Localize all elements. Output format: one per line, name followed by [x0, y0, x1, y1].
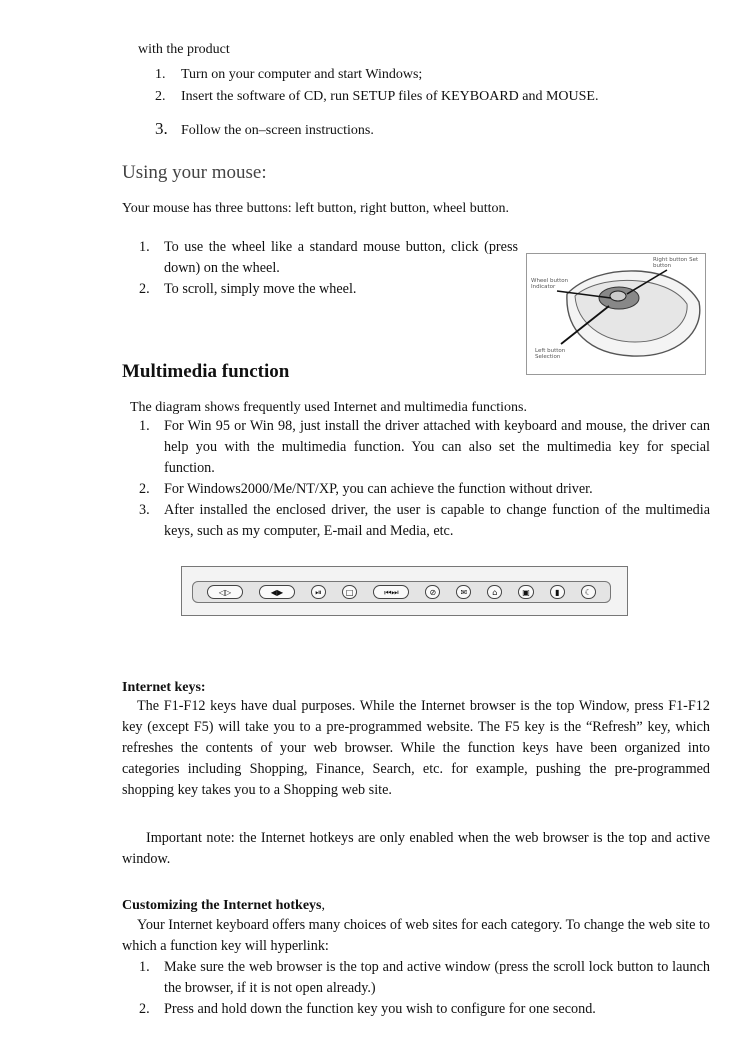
list-item	[122, 279, 518, 300]
customizing-list	[122, 957, 710, 1020]
list-text: Make sure the web browser is the top and active window (press the scroll lock button to launch the browser, if it is not open already.)	[164, 959, 710, 996]
list-text: For Win 95 or Win 98, just install the driver attached with keyboard and mouse, the driver can help you with the multimedia function. You can also set the multimedia key for special function.	[164, 418, 710, 476]
mouse-description: Your mouse has three buttons: left button, right button, wheel button.	[122, 201, 510, 216]
list-text: To scroll, simply move the wheel.	[164, 281, 357, 297]
list-text: After installed the enclosed driver, the user is capable to change function of the multimedia keys, such as my computer, E-mail and Media, etc.	[164, 502, 710, 539]
list-text: For Windows2000/Me/NT/XP, you can achieve the function without driver.	[164, 481, 593, 497]
list-num: 1.	[139, 418, 150, 434]
list-num: 2.	[139, 281, 150, 297]
prev-next-track-icon: ⏮⏭	[373, 585, 409, 599]
list-item	[122, 500, 710, 542]
mute-icon: ⊘	[425, 585, 440, 599]
figure-label-left: Left button Selection	[535, 348, 566, 360]
list-num: 3.	[139, 502, 150, 518]
section-heading-internet-keys: Internet keys:	[122, 680, 206, 695]
section-heading-multimedia: Multimedia function	[122, 361, 290, 382]
install-step-num: 3.	[155, 119, 168, 138]
sleep-icon: ☾	[581, 585, 596, 599]
customizing-heading-comma: ,	[321, 898, 325, 913]
list-num: 2.	[139, 1001, 150, 1017]
list-item	[122, 237, 518, 279]
list-num: 1.	[139, 959, 150, 975]
mail-icon: ✉	[456, 585, 471, 599]
internet-keys-note: Important note: the Internet hotkeys are only enabled when the web browser is the top and active window.	[122, 830, 710, 867]
list-item	[122, 416, 710, 479]
stop-icon: □	[342, 585, 358, 599]
power-icon: ▮	[550, 585, 565, 599]
volume-keys-icon: ◁▷	[207, 585, 243, 599]
customizing-heading-text: Customizing the Internet hotkeys	[122, 898, 322, 913]
intro-tail: with the product	[138, 42, 230, 57]
mouse-list	[122, 237, 518, 300]
home-icon: ⌂	[487, 585, 502, 599]
list-num: 2.	[139, 481, 150, 497]
list-item	[122, 999, 710, 1020]
play-pause-icon: ⏯	[311, 585, 326, 599]
section-heading-mouse: Using your mouse:	[122, 162, 267, 183]
multimedia-key-row	[192, 581, 611, 603]
install-step-text: Turn on your computer and start Windows;	[181, 67, 423, 82]
install-step-num: 1.	[155, 67, 166, 82]
multimedia-description: The diagram shows frequently used Internet and multimedia functions.	[130, 400, 527, 415]
figure-label-right: Right button Set button	[653, 257, 699, 269]
list-item	[122, 957, 710, 999]
list-item	[122, 479, 710, 500]
install-step-text: Follow the on–screen instructions.	[181, 123, 374, 138]
section-heading-customizing	[122, 897, 325, 914]
my-computer-icon: ▣	[518, 585, 534, 599]
install-step-num: 2.	[155, 89, 166, 104]
multimedia-list	[122, 416, 710, 542]
list-text: To use the wheel like a standard mouse button, click (press down) on the wheel.	[164, 239, 518, 276]
list-num: 1.	[139, 239, 150, 255]
install-step-text: Insert the software of CD, run SETUP files of KEYBOARD and MOUSE.	[181, 89, 599, 104]
volume-adjust-icon: ◀▶	[259, 585, 295, 599]
list-text: Press and hold down the function key you wish to configure for one second.	[164, 1001, 596, 1017]
multimedia-keys-diagram	[181, 566, 628, 616]
mouse-illustration	[526, 253, 706, 375]
figure-label-wheel: Wheel button Indicator	[531, 278, 569, 290]
internet-keys-paragraph: The F1-F12 keys have dual purposes. While the Internet browser is the top Window, press F1-F12 key (except F5) will take you to a pre-programmed website. The F5 key is the “Refresh” key, which refreshes the contents of your web browser. While the function keys have been organized into categories including Shopping, Finance, Search, etc. for example, pushing the pre-programmed shopping key takes you to a Shopping web site.	[122, 698, 710, 798]
customizing-paragraph: Your Internet keyboard offers many choices of web sites for each category. To change the web site to which a function key will hyperlink:	[122, 917, 710, 954]
